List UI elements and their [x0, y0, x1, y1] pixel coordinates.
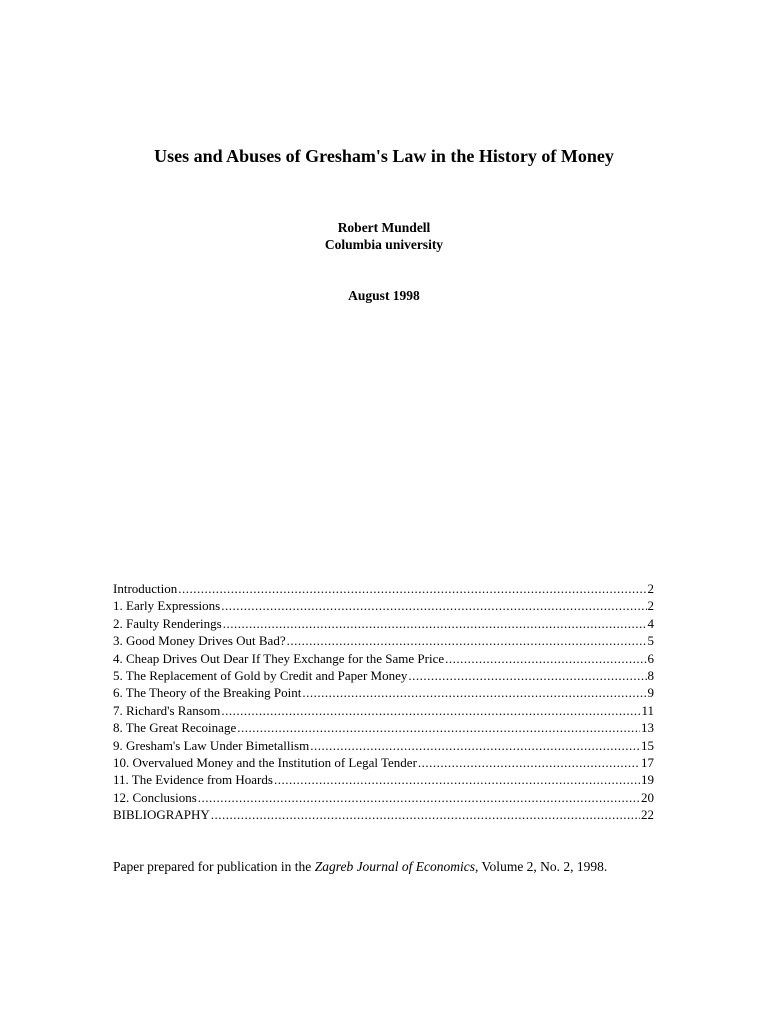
- toc-entry-label: 1. Early Expressions: [113, 598, 221, 614]
- toc-dot-leader: [302, 684, 646, 701]
- publication-date: August 1998: [348, 288, 420, 303]
- publication-note: [113, 857, 643, 876]
- toc-entry-page: 9: [647, 685, 654, 701]
- toc-entry-replacement-of-gold: [113, 667, 654, 684]
- toc-entry-bibliography: [113, 806, 654, 823]
- toc-dot-leader: [237, 719, 640, 736]
- author-name: Robert Mundell: [337, 220, 431, 235]
- toc-entry-label: 12. Conclusions: [113, 789, 197, 805]
- toc-entry-page: 2: [647, 598, 654, 614]
- toc-entry-label: 9. Gresham's Law Under Bimetallism: [113, 737, 310, 753]
- toc-entry-page: 11: [641, 702, 654, 718]
- toc-entry-page: 8: [647, 668, 654, 684]
- toc-entry-page: 4: [647, 615, 654, 631]
- toc-entry-good-money: [113, 632, 654, 649]
- toc-entry-page: 6: [647, 650, 654, 666]
- toc-entry-label: 3. Good Money Drives Out Bad?: [113, 633, 286, 649]
- toc-entry-great-recoinage: [113, 719, 654, 736]
- toc-entry-early-expressions: [113, 597, 654, 614]
- toc-dot-leader: [408, 667, 646, 684]
- toc-dot-leader: [310, 737, 640, 754]
- author-block: [0, 219, 768, 253]
- toc-dot-leader: [221, 597, 646, 614]
- toc-entry-page: 20: [641, 789, 654, 805]
- toc-entry-page: 5: [647, 633, 654, 649]
- toc-entry-hoards: [113, 771, 654, 788]
- table-of-contents: [113, 580, 654, 824]
- toc-dot-leader: [445, 650, 646, 667]
- toc-entry-faulty-renderings: [113, 615, 654, 632]
- author-affiliation: Columbia university: [324, 237, 444, 252]
- toc-entry-conclusions: [113, 789, 654, 806]
- toc-entry-page: 17: [641, 755, 654, 771]
- toc-entry-page: 2: [647, 581, 654, 596]
- toc-dot-leader: [223, 615, 647, 632]
- toc-entry-label: 4. Cheap Drives Out Dear If They Exchange for the Same Price: [113, 650, 445, 666]
- toc-entry-label: 7. Richard's Ransom: [113, 702, 221, 718]
- toc-entry-label: BIBLIOGRAPHY: [113, 807, 210, 823]
- toc-entry-legal-tender: [113, 754, 654, 771]
- toc-entry-label: 10. Overvalued Money and the Institution of Legal Tender: [113, 755, 417, 771]
- toc-entry-label: 2. Faulty Renderings: [113, 615, 222, 631]
- publication-note-suffix: , Volume 2, No. 2, 1998.: [475, 859, 608, 874]
- toc-dot-leader: [178, 580, 646, 597]
- toc-entry-label: 8. The Great Recoinage: [113, 720, 237, 736]
- toc-dot-leader: [274, 771, 640, 788]
- toc-entry-page: 19: [641, 772, 654, 788]
- toc-dot-leader: [221, 702, 640, 719]
- toc-entry-page: 13: [641, 720, 654, 736]
- toc-entry-label: 11. The Evidence from Hoards: [113, 772, 273, 788]
- toc-entry-breaking-point: [113, 684, 654, 701]
- publication-note-prefix: Paper prepared for publication in the: [113, 859, 315, 874]
- toc-dot-leader: [198, 789, 640, 806]
- toc-entry-label: Introduction: [113, 581, 178, 596]
- toc-entry-page: 22: [641, 807, 654, 823]
- journal-name: Zagreb Journal of Economics: [314, 859, 476, 874]
- toc-dot-leader: [211, 806, 640, 823]
- document-title: Uses and Abuses of Gresham's Law in the History of Money: [154, 146, 614, 166]
- toc-entry-label: 5. The Replacement of Gold by Credit and Paper Money: [113, 668, 408, 684]
- toc-entry-cheap-drives-out-dear: [113, 650, 654, 667]
- toc-entry-label: 6. The Theory of the Breaking Point: [113, 685, 302, 701]
- toc-dot-leader: [287, 632, 647, 649]
- toc-dot-leader: [418, 754, 640, 771]
- toc-entry-page: 15: [641, 737, 654, 753]
- toc-entry-bimetallism: [113, 737, 654, 754]
- toc-entry-introduction: [113, 580, 654, 597]
- toc-entry-richards-ransom: [113, 702, 654, 719]
